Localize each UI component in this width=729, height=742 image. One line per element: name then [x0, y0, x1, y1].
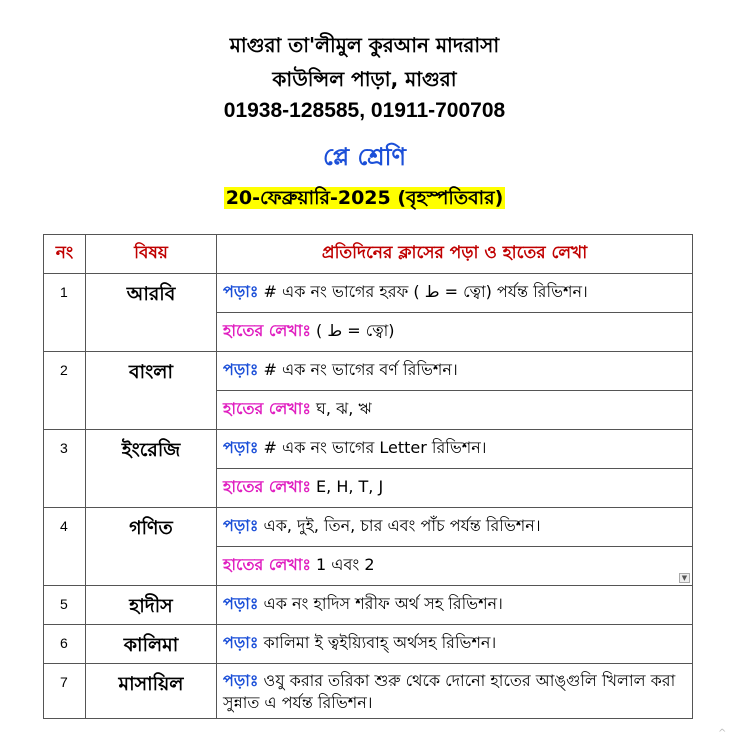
read-text: # এক নং ভাগের হরফ ( ط = ত্বো) পর্যন্ত রিভিশন। — [258, 282, 588, 301]
table-row — [44, 430, 693, 469]
write-text: E, H, T, J — [310, 477, 384, 496]
row-number: 5 — [44, 586, 86, 625]
row-subject: বাংলা — [86, 352, 217, 430]
scroll-up-icon[interactable]: ^ — [718, 728, 727, 739]
read-text: ওযু করার তরিকা শুরু থেকে দোনো হাতের আঙ্গুলি খিলাল করা সুন্নাত এ পর্যন্ত রিভিশন। — [223, 671, 676, 712]
read-label: পড়াঃ — [223, 516, 259, 535]
date-text: 20-ফেব্রুয়ারি-2025 (বৃহস্পতিবার) — [225, 187, 504, 209]
date-banner — [0, 184, 729, 213]
table-row — [44, 586, 693, 625]
class-title: প্লে শ্রেণি — [322, 143, 407, 171]
read-label: পড়াঃ — [223, 671, 259, 690]
table-row — [44, 274, 693, 313]
read-label: পড়াঃ — [223, 438, 259, 457]
read-text: এক, দুই, তিন, চার এবং পাঁচ পর্যন্ত রিভিশন। — [258, 516, 541, 535]
write-cell — [217, 547, 693, 586]
col-header-number: নং — [44, 235, 86, 274]
row-number: 3 — [44, 430, 86, 508]
read-text: এক নং হাদিস শরীফ অর্থ সহ রিভিশন। — [258, 594, 503, 613]
write-text: ( ط = ত্বো) — [310, 321, 395, 340]
read-label: পড়াঃ — [223, 594, 259, 613]
read-cell — [217, 664, 693, 719]
read-cell — [217, 508, 693, 547]
row-number: 1 — [44, 274, 86, 352]
read-cell — [217, 430, 693, 469]
read-label: পড়াঃ — [223, 633, 259, 652]
routine-table — [43, 234, 693, 719]
write-label: হাতের লেখাঃ — [223, 555, 311, 574]
read-cell — [217, 625, 693, 664]
read-text: # এক নং ভাগের Letter রিভিশন। — [258, 438, 487, 457]
table-row — [44, 352, 693, 391]
write-cell — [217, 313, 693, 352]
row-subject: ইংরেজি — [86, 430, 217, 508]
read-cell — [217, 274, 693, 313]
write-text: 1 এবং 2 — [310, 555, 375, 574]
write-cell — [217, 469, 693, 508]
write-cell — [217, 391, 693, 430]
row-subject: আরবি — [86, 274, 217, 352]
institution-address: কাউন্সিল পাড়া, মাগুরা — [272, 67, 457, 91]
row-number: 2 — [44, 352, 86, 430]
read-cell — [217, 352, 693, 391]
row-number: 4 — [44, 508, 86, 586]
institution-name: মাগুরা তা'লীমুল কুরআন মাদরাসা — [229, 33, 500, 57]
write-label: হাতের লেখাঃ — [223, 321, 311, 340]
table-header-row — [44, 235, 693, 274]
write-label: হাতের লেখাঃ — [223, 477, 311, 496]
row-subject: গণিত — [86, 508, 217, 586]
read-label: পড়াঃ — [223, 360, 259, 379]
table-row — [44, 508, 693, 547]
read-label: পড়াঃ — [223, 282, 259, 301]
write-label: হাতের লেখাঃ — [223, 399, 311, 418]
table-row — [44, 664, 693, 719]
row-number: 6 — [44, 625, 86, 664]
col-header-lesson: প্রতিদিনের ক্লাসের পড়া ও হাতের লেখা — [217, 235, 693, 274]
read-text: # এক নং ভাগের বর্ণ রিভিশন। — [258, 360, 458, 379]
row-subject: কালিমা — [86, 625, 217, 664]
read-cell — [217, 586, 693, 625]
row-subject: মাসায়িল — [86, 664, 217, 719]
table-row — [44, 625, 693, 664]
row-subject: হাদীস — [86, 586, 217, 625]
read-text: কালিমা ই ত্বইয়্যিবাহ্ অর্থসহ রিভিশন। — [258, 633, 497, 652]
contact-phones: 01938-128585, 01911-700708 — [223, 99, 506, 122]
dropdown-caret-icon[interactable]: ▼ — [679, 573, 690, 583]
write-text: ঘ, ঝ, ঋ — [310, 399, 372, 418]
col-header-subject: বিষয় — [86, 235, 217, 274]
row-number: 7 — [44, 664, 86, 719]
